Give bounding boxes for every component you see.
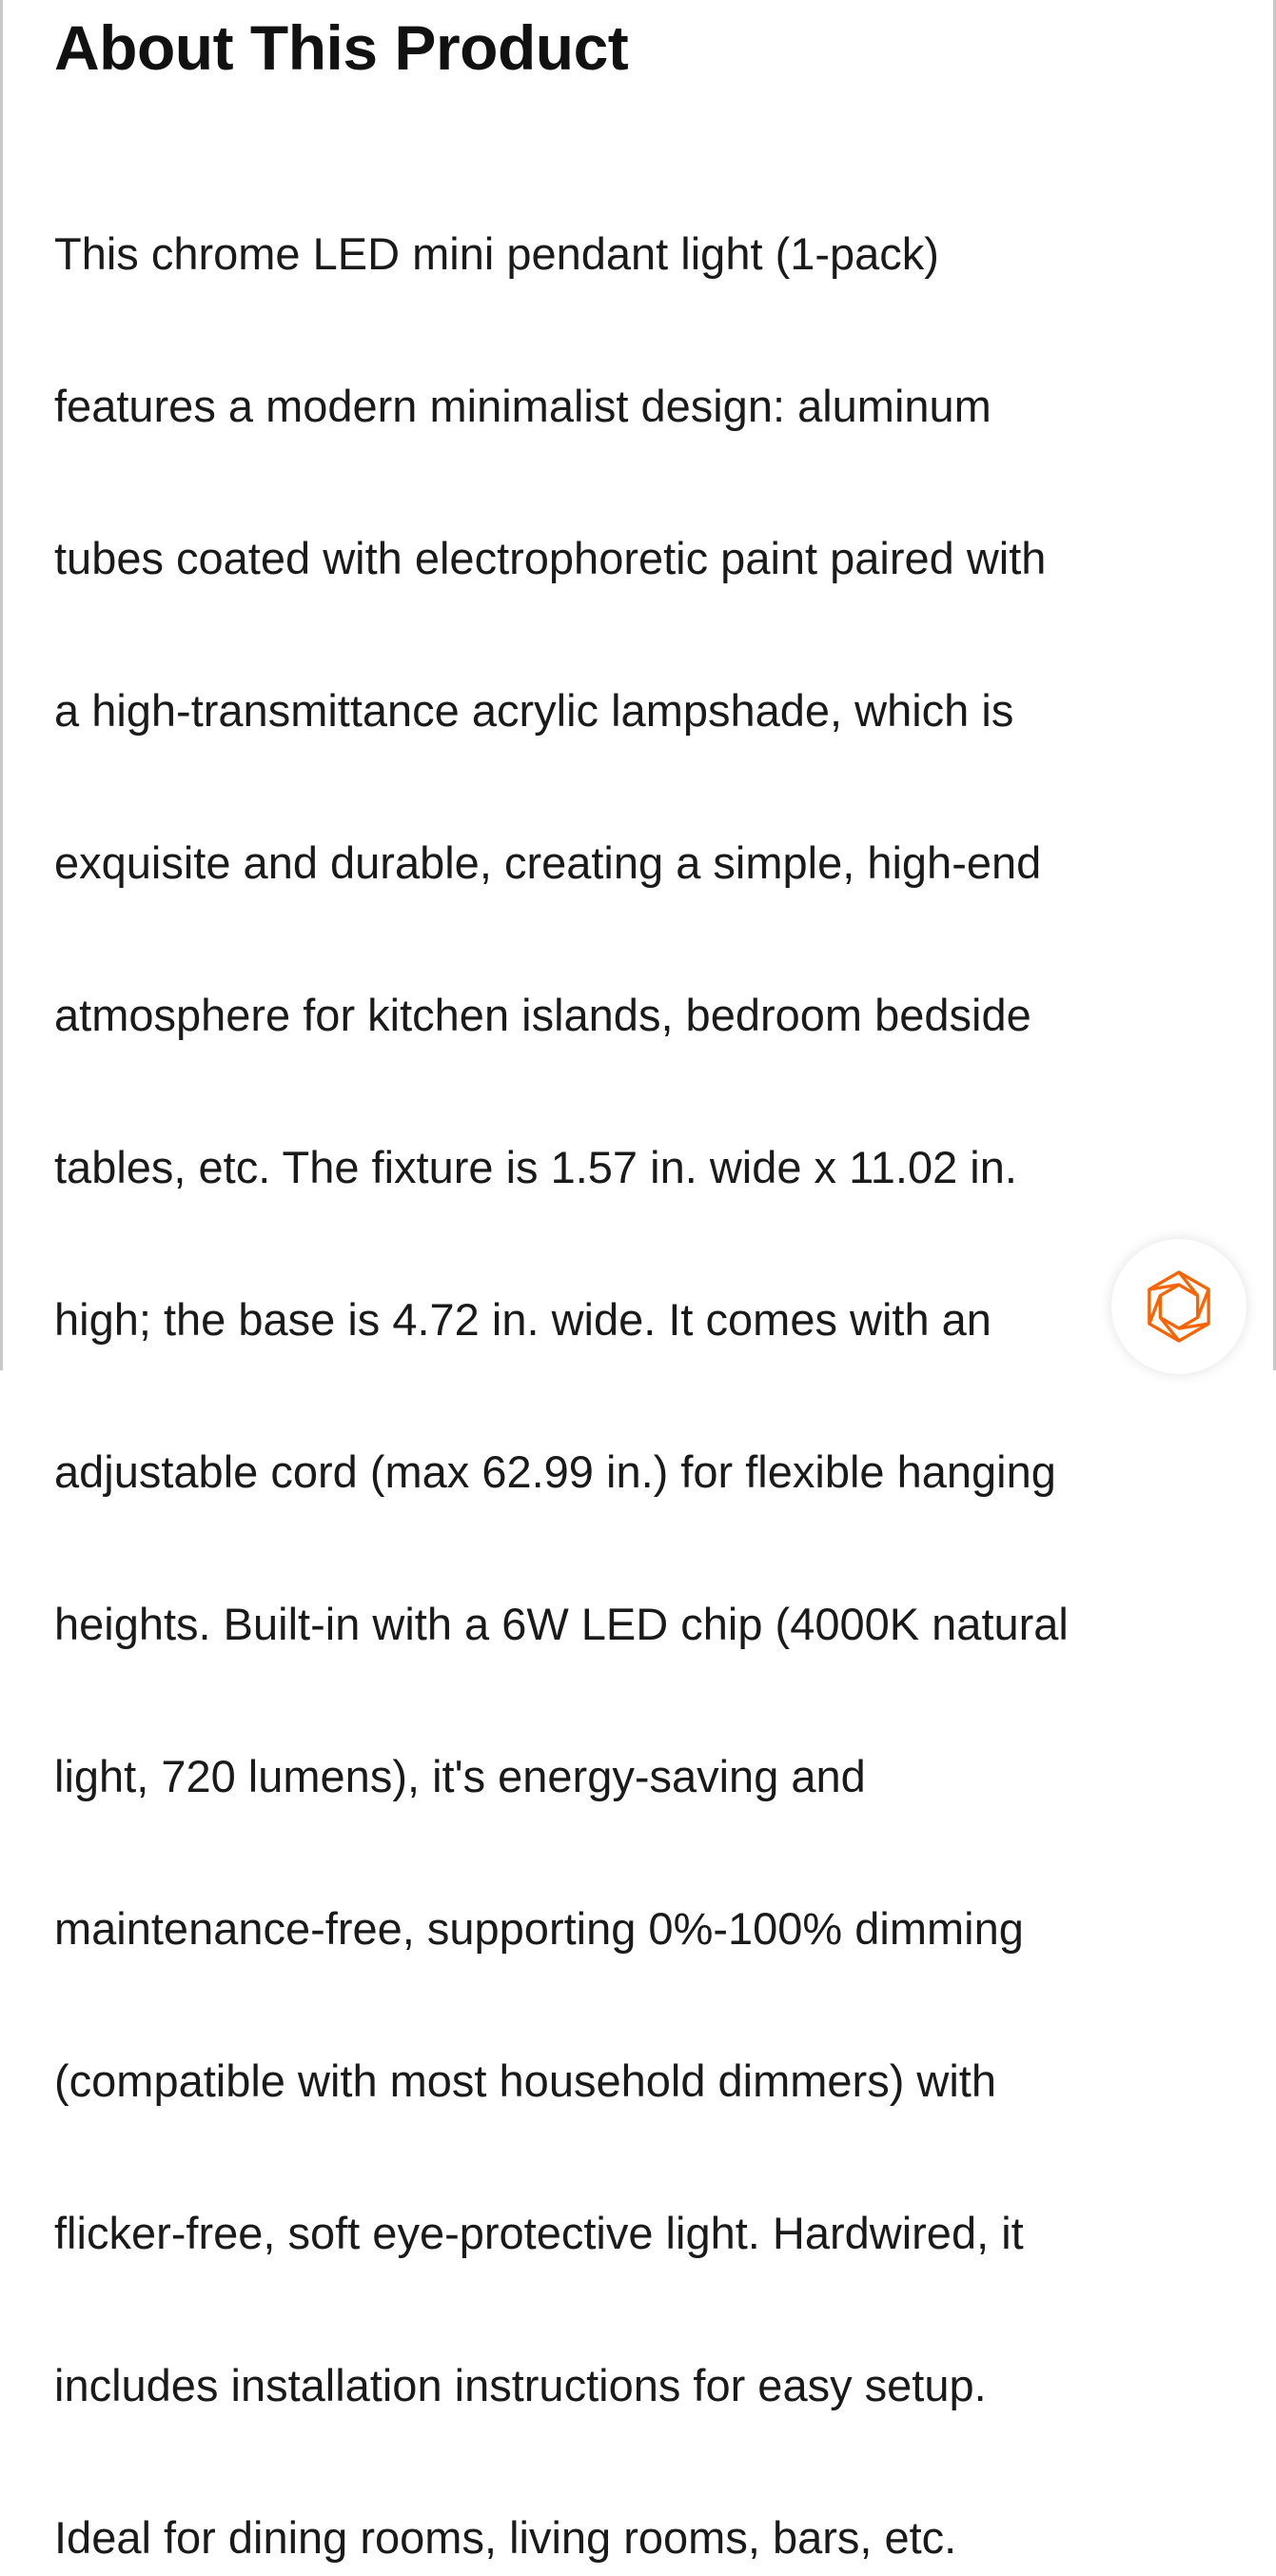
description-line: adjustable cord (max 62.99 in.) for flexible hanging [54,1446,1056,1497]
section-title: About This Product [54,12,629,83]
description-line: Ideal for dining rooms, living rooms, bars, etc. [54,2512,957,2563]
description-line: This chrome LED mini pendant light (1-pack) [54,228,939,279]
description-line: maintenance-free, supporting 0%-100% dimming [54,1903,1024,1954]
product-description [54,140,1225,2576]
assistant-chat-button[interactable] [1111,1239,1247,1374]
description-line: atmosphere for kitchen islands, bedroom bedside [54,990,1031,1040]
description-line: high; the base is 4.72 in. wide. It comes with an [54,1294,991,1345]
left-border [0,0,3,1370]
description-line: tubes coated with electrophoretic paint paired with [54,533,1047,583]
about-product-section [54,0,1225,2563]
description-line: flicker-free, soft eye-protective light. Hardwired, it [54,2208,1024,2258]
description-line: a high-transmittance acrylic lampshade, which is [54,685,1014,736]
description-line: exquisite and durable, creating a simple, high-end [54,837,1042,888]
description-line: tables, etc. The fixture is 1.57 in. wide x 11.02 in. [54,1142,1017,1192]
description-line: heights. Built-in with a 6W LED chip (4000K natural [54,1599,1069,1649]
description-line: features a modern minimalist design: aluminum [54,381,991,431]
description-line: (compatible with most household dimmers) with [54,2055,996,2106]
hexagon-assistant-icon [1140,1268,1218,1346]
description-line: light, 720 lumens), it's energy-saving and [54,1751,866,1801]
description-line: includes installation instructions for easy setup. [54,2360,987,2410]
